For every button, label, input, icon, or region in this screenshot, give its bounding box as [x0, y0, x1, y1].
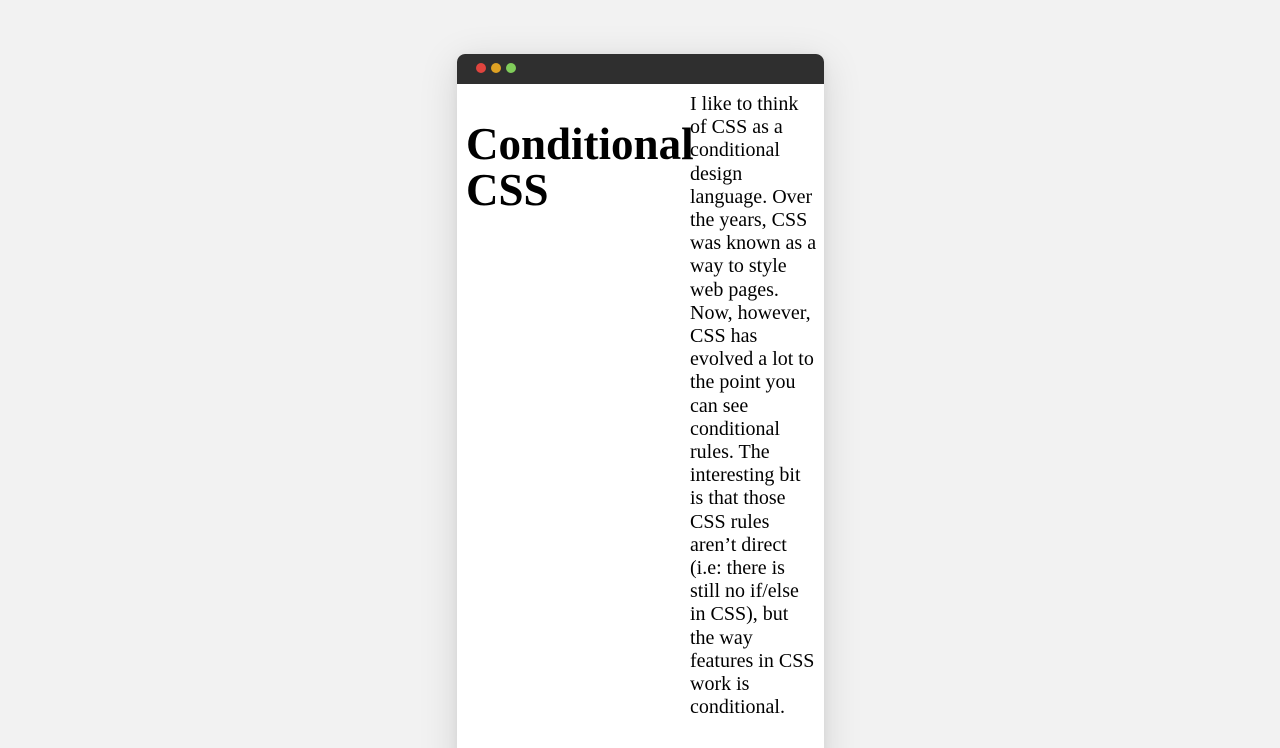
page-content [457, 84, 824, 748]
maximize-window-button[interactable] [506, 63, 516, 73]
browser-window [457, 54, 824, 748]
article-paragraph: I like to think of CSS as a conditional design language. Over the years, CSS was known as a way to style web pages. Now, however, CSS has evolved a lot to the point you can see conditional rules. The interesting bit is that those CSS rules aren’t direct (i.e: there is still no if/else in CSS), but the way features in CSS work is conditional. [690, 93, 817, 719]
window-titlebar[interactable] [457, 54, 824, 84]
minimize-window-button[interactable] [491, 63, 501, 73]
close-window-button[interactable] [476, 63, 486, 73]
page-title: Conditional CSS [466, 119, 694, 215]
